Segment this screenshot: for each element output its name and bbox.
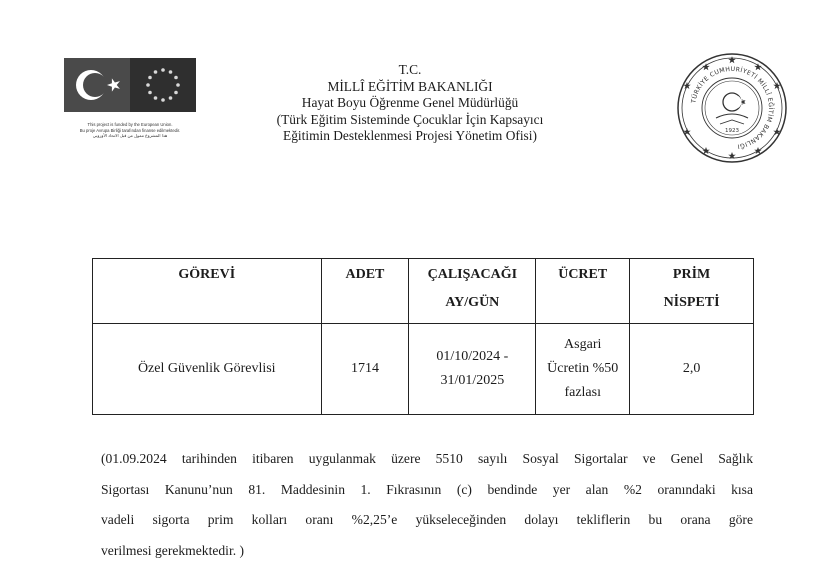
column-header-gorevi	[93, 259, 322, 324]
note-line: verilmesi gerekmektedir. )	[101, 542, 245, 558]
cell-text: Özel Güvenlik Görevlisi	[137, 361, 276, 376]
turkish-flag-icon	[64, 58, 130, 112]
eu-funding-caption	[64, 122, 196, 139]
cell-gorevi	[93, 324, 322, 415]
header-line-project-1: (Türk Eğitim Sisteminde Çocuklar İçin Kapsayıcı	[276, 111, 544, 127]
note-line: (01.09.2024 tarihinden itibaren uygulanmak üzere 5510 sayılı Sosyal Sigortalar ve Genel Sağlık	[101, 451, 753, 466]
note-line: Sigortası Kanunu’nun 81. Maddesinin 1. Fıkrasının (c) bendinde yer alan %2 oranındaki kısa	[101, 481, 753, 497]
cell-prim	[630, 324, 754, 415]
table-header-row	[93, 259, 754, 324]
header-text: AY/GÜN	[445, 295, 500, 310]
header-line-directorate: Hayat Boyu Öğrenme Genel Müdürlüğü	[301, 95, 519, 110]
document-header	[230, 62, 590, 145]
header-text: GÖREVİ	[178, 267, 236, 282]
header-line-project-2: Eğitimin Desteklenmesi Projesi Yönetim Ofisi)	[283, 128, 537, 143]
header-text: PRİM	[672, 267, 711, 282]
column-header-calisacagi	[409, 259, 536, 324]
note-paragraph	[101, 444, 753, 566]
caption-line: This project is funded by the European Union.	[87, 122, 173, 127]
header-text: NİSPETİ	[663, 295, 720, 310]
flags	[64, 58, 196, 112]
caption-line: هذا المشروع ممول من قبل الاتحاد الأوروبي	[92, 133, 168, 139]
seal-ring-text: TÜRKİYE CUMHURİYETİ MİLLÎ EĞİTİM BAKANLIĞI	[690, 65, 775, 150]
cell-tarih	[409, 324, 536, 415]
header-line-tc: T.C.	[398, 62, 422, 77]
cell-adet	[321, 324, 409, 415]
ministry-seal-icon	[676, 52, 788, 164]
cell-text: 1714	[350, 361, 379, 376]
cell-text: Ücretin %50	[547, 361, 619, 376]
header-text: ÜCRET	[558, 267, 608, 282]
column-header-adet	[321, 259, 409, 324]
cell-ucret	[536, 324, 630, 415]
cell-text: 01/10/2024 -	[436, 349, 509, 364]
cell-text: 2,0	[682, 361, 701, 376]
table-row	[93, 324, 754, 415]
note-line: vadeli sigorta prim kolları oranı %2,25’e yükseleceğinden dolayı tekliflerin bu orana göre	[101, 512, 753, 527]
header-line-ministry: MİLLÎ EĞİTİM BAKANLIĞI	[327, 78, 493, 94]
caption-line: Bu proje Avrupa Birliği tarafından finanse edilmektedir.	[79, 127, 181, 133]
column-header-prim	[630, 259, 754, 324]
cell-text: fazlası	[564, 385, 601, 400]
column-header-ucret	[536, 259, 630, 324]
position-table	[92, 258, 754, 415]
cell-text: Asgari	[564, 337, 602, 352]
cell-text: 31/01/2025	[440, 373, 505, 388]
header-text: ÇALIŞACAĞI	[427, 267, 518, 282]
header-text: ADET	[345, 267, 385, 282]
eu-flag-icon	[130, 58, 196, 112]
seal-year: 1923	[725, 128, 739, 134]
